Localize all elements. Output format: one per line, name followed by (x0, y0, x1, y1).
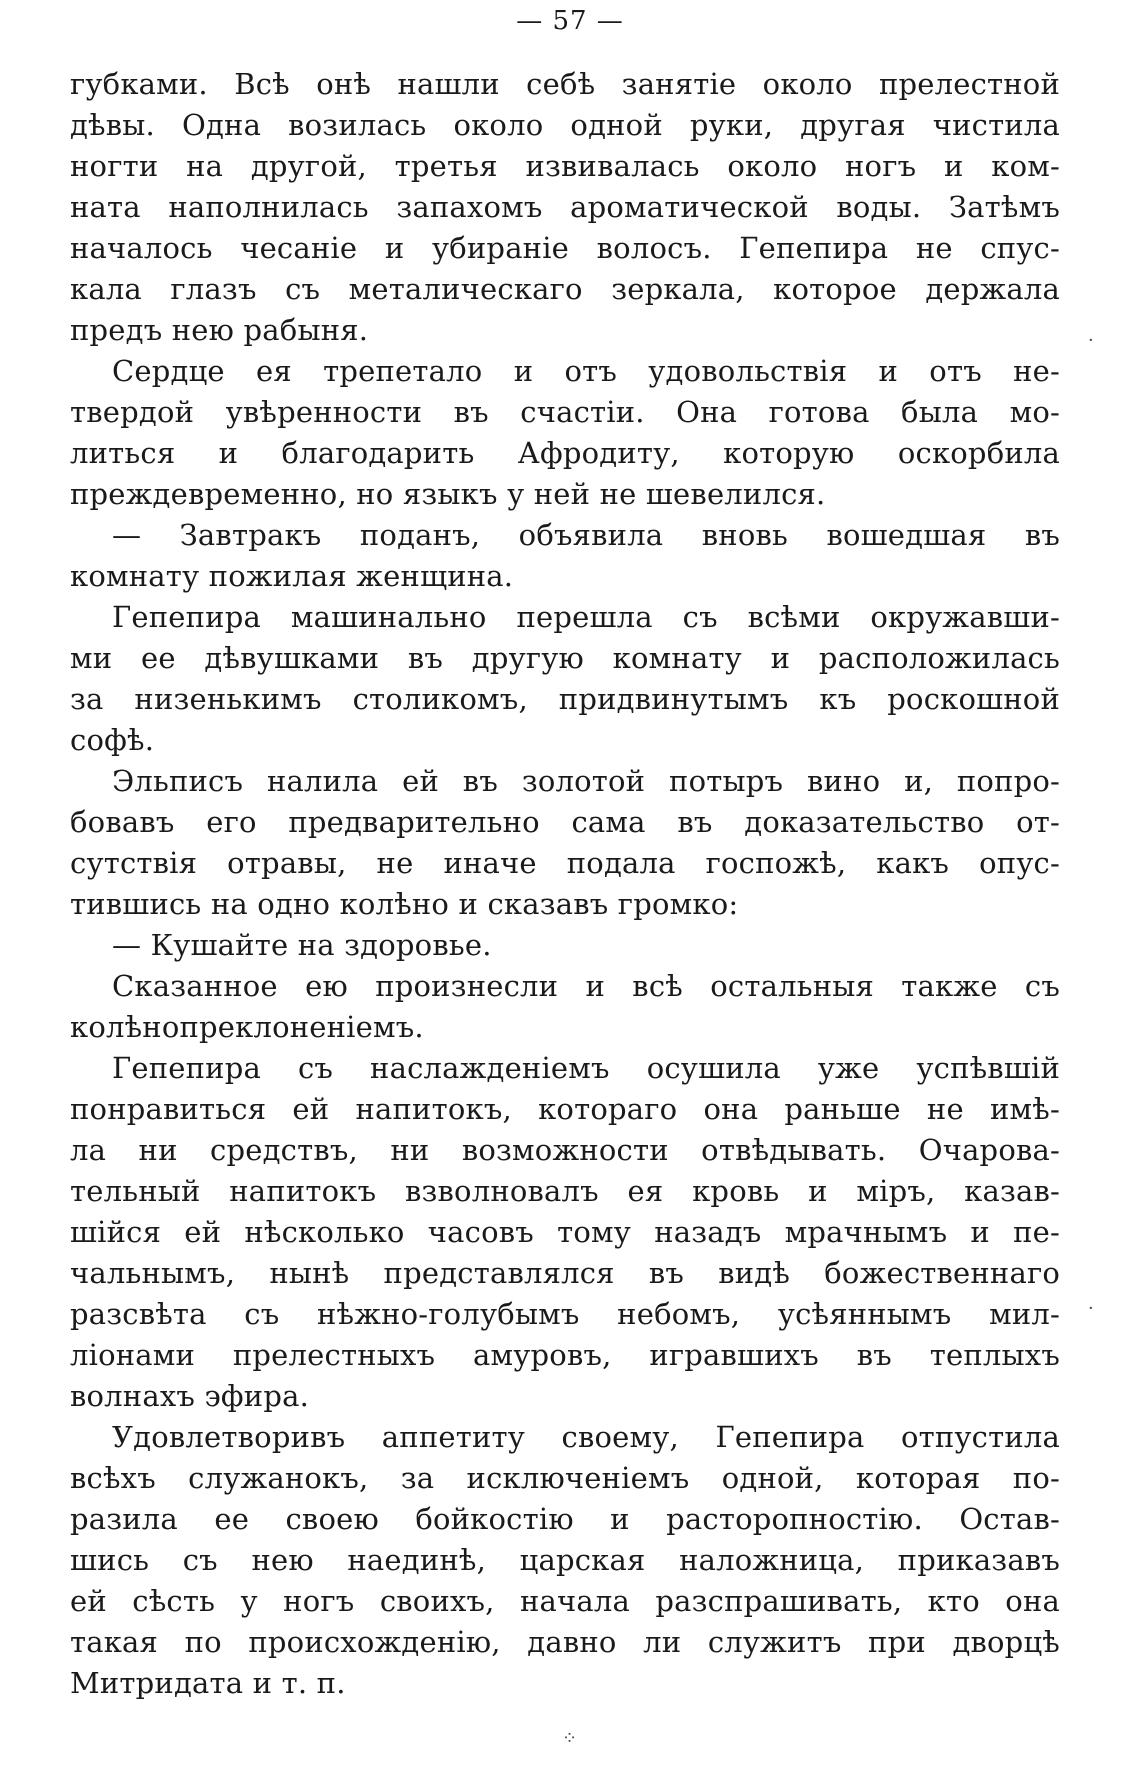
text-line: шись съ нею наединѣ, царская наложница, приказавъ (70, 1543, 1060, 1577)
text-line: тельный напитокъ взволновалъ ея кровь и міръ, казав- (70, 1174, 1060, 1208)
text-line: колѣнопреклоненіемъ. (70, 1010, 424, 1044)
text-line: дѣвы. Одна возилась около одной руки, другая чистила (70, 108, 1060, 142)
body-text (70, 64, 1060, 1704)
text-line: всѣхъ служанокъ, за исключеніемъ одной, которая по- (70, 1461, 1060, 1495)
text-line: ногти на другой, третья извивалась около ногъ и ком- (70, 149, 1060, 183)
text-line: губками. Всѣ онѣ нашли себѣ занятіе около прелестной (70, 67, 1060, 101)
text-line: преждевременно, но языкъ у ней не шевелился. (70, 477, 826, 511)
text-line: кала глазъ съ металическаго зеркала, которое держала (70, 272, 1060, 306)
paragraph-first-line: Сказанное ею произнесли и всѣ остальныя также съ (112, 969, 1060, 1003)
text-line: Митридата и т. п. (70, 1666, 346, 1700)
text-line: чальнымъ, нынѣ представлялся въ видѣ божественнаго (70, 1256, 1060, 1290)
paragraph-first-line: — Кушайте на здоровье. (112, 928, 492, 962)
text-line: ми ее дѣвушками въ другую комнату и расположилась (70, 641, 1060, 675)
print-speck-mark: · (1088, 1298, 1094, 1319)
text-line: предъ нею рабыня. (70, 313, 369, 347)
text-line: за низенькимъ столикомъ, придвинутымъ къ роскошной (70, 682, 1060, 716)
text-line: бовавъ его предварительно сама въ доказательство от- (70, 805, 1060, 839)
text-line: ла ни средствъ, ни возможности отвѣдывать. Очарова- (70, 1133, 1060, 1167)
text-line: разила ее своею бойкостію и расторопностію. Остав- (70, 1502, 1060, 1536)
text-line: ліонами прелестныхъ амуровъ, игравшихъ въ теплыхъ (70, 1338, 1060, 1372)
text-line: такая по происхожденію, давно ли служитъ при дворцѣ (70, 1625, 1060, 1659)
text-line: ей сѣсть у ногъ своихъ, начала разспрашивать, кто она (70, 1584, 1060, 1618)
paragraph-first-line: Гепепира съ наслажденіемъ осушила уже успѣвшій (112, 1051, 1060, 1085)
text-line: тившись на одно колѣно и сказавъ громко: (70, 887, 739, 921)
paragraph-first-line: — Завтракъ поданъ, объявила вновь вошедшая въ (112, 518, 1060, 552)
text-line: началось чесаніе и убираніе волосъ. Гепепира не спус- (70, 231, 1060, 265)
paragraph-first-line: Удовлетворивъ аппетиту своему, Гепепира отпустила (112, 1420, 1060, 1454)
paragraph-first-line: Гепепира машинально перешла съ всѣми окружавши- (112, 600, 1060, 634)
text-line: шійся ей нѣсколько часовъ тому назадъ мрачнымъ и пе- (70, 1215, 1060, 1249)
text-line: волнахъ эфира. (70, 1379, 309, 1413)
paragraph-first-line: Сердце ея трепетало и отъ удовольствія и отъ не- (112, 354, 1060, 388)
print-speck-mark: ⁘ (562, 1728, 578, 1749)
text-line: софѣ. (70, 723, 155, 757)
text-line: комнату пожилая женщина. (70, 559, 514, 593)
text-line: понравиться ей напитокъ, котораго она раньше не имѣ- (70, 1092, 1060, 1126)
text-line: разсвѣта съ нѣжно-голубымъ небомъ, усѣяннымъ мил- (70, 1297, 1060, 1331)
text-line: ната наполнилась запахомъ ароматической воды. Затѣмъ (70, 190, 1060, 224)
text-line: твердой увѣренности въ счастіи. Она готова была мо- (70, 395, 1060, 429)
page-number: — 57 — (516, 6, 624, 36)
text-line: сутствія отравы, не иначе подала госпожѣ, какъ опус- (70, 846, 1060, 880)
print-speck-mark: · (1088, 330, 1094, 351)
paragraph-first-line: Эльписъ налила ей въ золотой потыръ вино и, попро- (112, 764, 1060, 798)
text-line: литься и благодарить Афродиту, которую оскорбила (70, 436, 1060, 470)
